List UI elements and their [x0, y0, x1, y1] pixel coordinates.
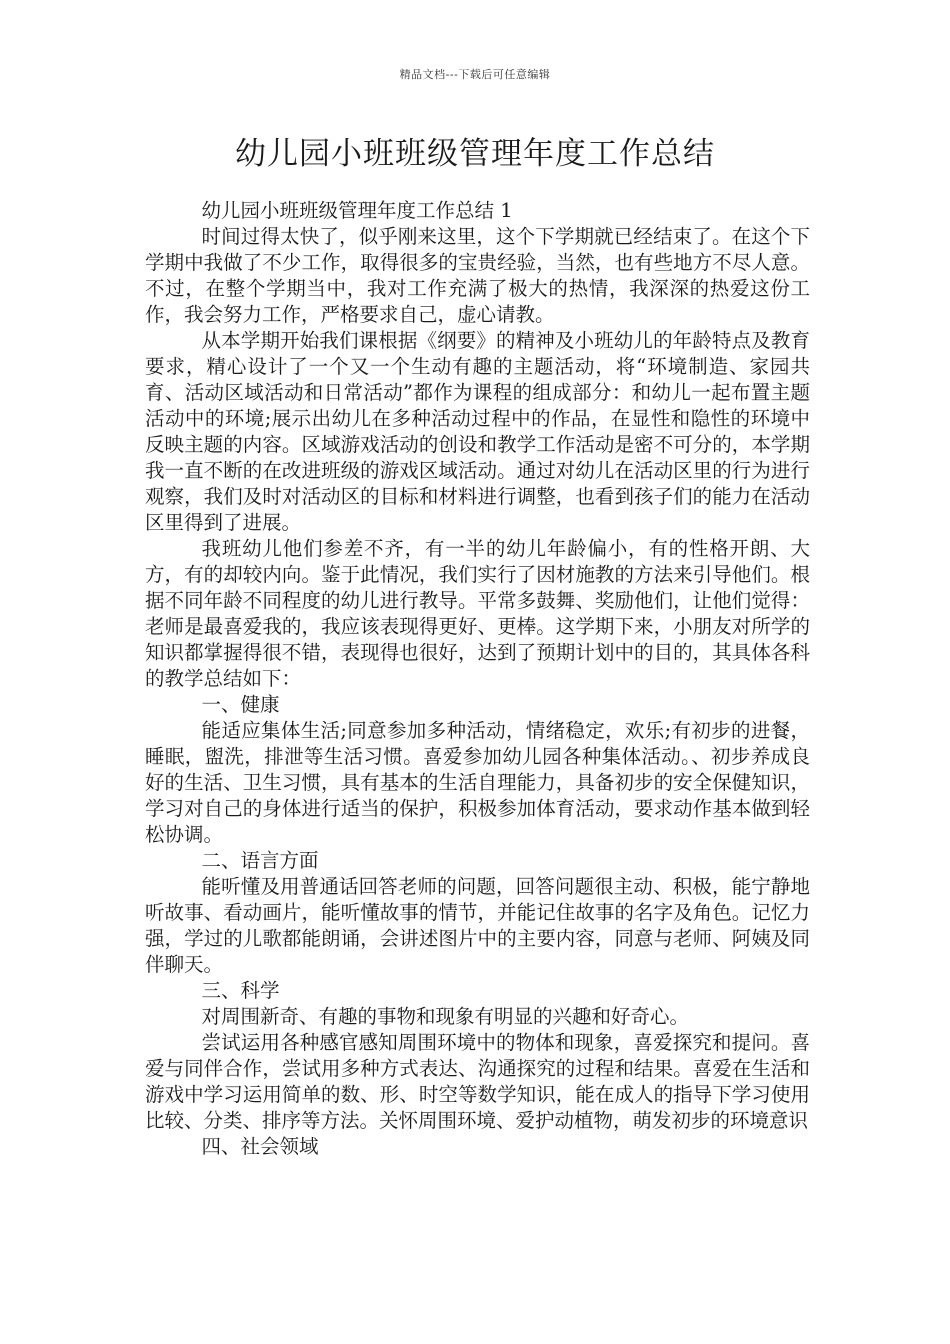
section-heading-science: 三、科学 [201, 979, 280, 1002]
paragraph: 从本学期开始我们课根据《纲要》的精神及小班幼儿的年龄特点及教育要求，精心设计了一个又一个生动有趣的主题活动，将“环境制造、家园共育、活动区域活动和日常活动”都作为课程的组成部分：和幼儿一起布置主题活动中的环境;展示出幼儿在多种活动过程中的作品，在显性和隐性的环境中反映主题的内容。区域游戏活动的创设和教学工作活动是密不可分的，本学期我一直不断的在改进班级的游戏区域活动。通过对幼儿在活动区里的行为进行观察，我们及时对活动区的目标和材料进行调整，也看到孩子们的能力在活动区里得到了进展。 [145, 329, 810, 534]
section-heading-health: 一、健康 [201, 693, 280, 716]
paragraph: 时间过得太快了，似乎刚来这里，这个下学期就已经结束了。在这个下学期中我做了不少工作，取得很多的宝贵经验，当然，也有些地方不尽人意。不过，在整个学期当中，我对工作充满了极大的热情，我深深的热爱这份工作，我会努力工作，严格要求自己，虚心请教。 [145, 225, 810, 326]
paragraph: 对周围新奇、有趣的事物和现象有明显的兴趣和好奇心。 [201, 1005, 690, 1028]
paragraph: 能适应集体生活;同意参加多种活动，情绪稳定，欢乐;有初步的进餐，睡眠，盥洗，排泄等生活习惯。喜爱参加幼儿园各种集体活动。、初步养成良好的生活、卫生习惯，具有基本的生活自理能力，具备初步的安全保健知识，学习对自己的身体进行适当的保护，积极参加体育活动，要求动作基本做到轻松协调。 [145, 719, 810, 846]
subtitle-line: 幼儿园小班班级管理年度工作总结 1 [201, 199, 513, 222]
document-body [145, 198, 810, 1160]
paragraph: 尝试运用各种感官感知周围环境中的物体和现象，喜爱探究和提问。喜爱与同伴合作，尝试用多种方式表达、沟通探究的过程和结果。喜爱在生活和游戏中学习运用简单的数、形、时空等数学知识，能在成人的指导下学习使用比较、分类、排序等方法。关怀周围环境、爱护动植物，萌发初步的环境意识 [145, 1031, 810, 1132]
document-title: 幼儿园小班班级管理年度工作总结 [235, 136, 715, 172]
header-note: 精品文档---下载后可任意编辑 [399, 68, 551, 81]
section-heading-language: 二、语言方面 [201, 849, 319, 872]
paragraph: 能听懂及用普通话回答老师的问题，回答问题很主动、积极，能宁静地听故事、看动画片，能听懂故事的情节，并能记住故事的名字及角色。记忆力强，学过的儿歌都能朗诵，会讲述图片中的主要内容，同意与老师、阿姨及同伴聊天。 [145, 875, 810, 976]
paragraph: 我班幼儿他们参差不齐，有一半的幼儿年龄偏小，有的性格开朗、大方，有的却较内向。鉴于此情况，我们实行了因材施教的方法来引导他们。根据不同年龄不同程度的幼儿进行教导。平常多鼓舞、奖励他们，让他们觉得：老师是最喜爱我的，我应该表现得更好、更棒。这学期下来，小朋友对所学的知识都掌握得很不错，表现得也很好，达到了预期计划中的目的，其具体各科的教学总结如下： [145, 537, 810, 690]
section-heading-society: 四、社会领域 [201, 1135, 319, 1158]
